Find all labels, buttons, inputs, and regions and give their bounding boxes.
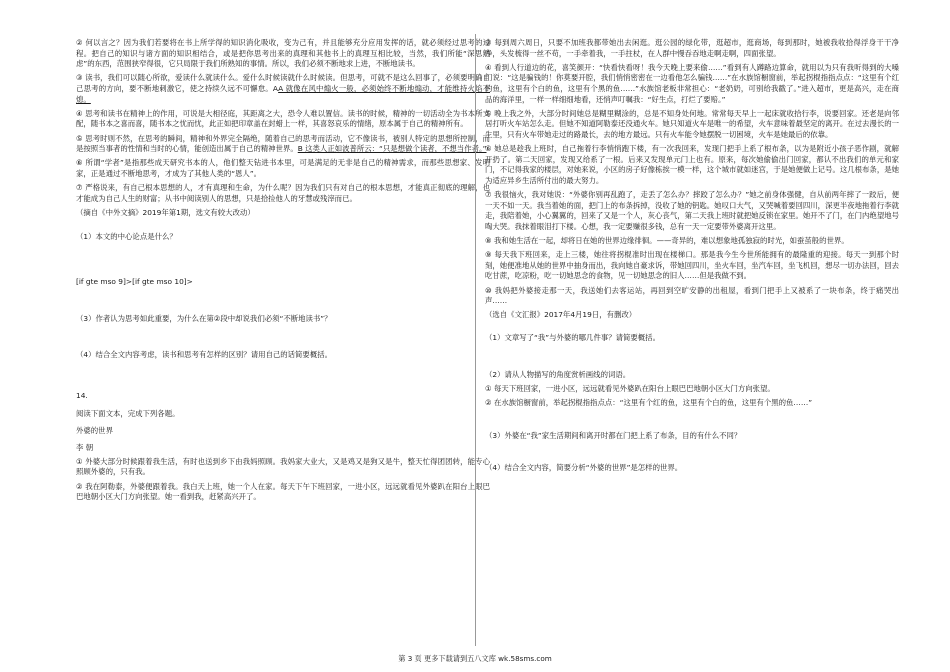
story-paragraph-1: ① 外婆大部分时候跟着我生活，有时也送到乡下由我妈照顾。我妈家大业大，又是鸡又是狗又是牛，整天忙得团团转，能专心照顾外婆的，只有我。 — [76, 456, 490, 477]
paragraph-6: ⑥ 所谓“学者”是指那些成天研究书本的人，他们整天钻进书本里，可是满足的无非是自己的精神需求，而那些思想家、发明家，正是通过不断地思考，才成为了其他人类的“恩人”。 — [76, 158, 490, 178]
paragraph-3-text: ③ 读书，我们可以随心所欲，爱读什么就读什么。爱什么时候读就什么时候读。但思考，可就不是这么回事了，必须要明确自己思考的方向，要不断地刺激它，使之持续久远不可懈怠。A — [76, 73, 490, 93]
story-paragraph-6: ⑥ 她总是趁我上班时，自己拖着行李悄悄跑下楼，有一次我回来，发现门把手上系了根布条，以为是附近小孩子恶作剧，就解开扔了。第二天回家，发现又给系了一根。后来又发现单元门上也有。原来，每次她偷偷出门回家，都认不出我们的单元和家门，不记得我家的楼层，对她来说，小区的房子好像栋挨一模一样，这个城市就如迷宫，于是她便做上记号。这几根布条，是她为适应异乡生活所付出的最大努力。 — [485, 144, 899, 185]
underlined-sentence-a: A 就像在风中煽火一般，必须始终不断地煽动，才能维持火焰不熄。 — [76, 83, 490, 104]
story-paragraph-3: ③ 每到周六周日，只要不加班我都带她出去闲逛。逛公园的绿化带，逛超市，逛商场，每到那时，她被我收拾得浮身干干净净，头发梳得一丝不苟，一手牵着我，一手拄杖，在人群中慢吞吞地走啊走啊，四面张望。 — [485, 38, 899, 58]
story-paragraph-7: ⑦ 我很恼火，我对她说：“外婆你别再乱跑了，走丢了怎么办？摔跤了怎么办？”她之前身体强健，自从前两年摔了一跤后，便一天不如一天。我当着她的面，把门上的布条拆掉，没收了她的钥匙。她叹口大气，又哭喊着要回四川，深更半夜地拖着行李就走，我陪着她，小心翼翼的，回来了又是一个人，灰心丧气，第二天我上班时就把她反锁在家里。她开不了门，在门内绝望地号啕大哭。我抹着眼泪打下楼。心想，我一定要赚很多钱，总有一天一定要带外婆离开这里。 — [485, 190, 899, 231]
source-note: （摘自《中外文摘》2019年第1期，选文有较大改动） — [76, 207, 255, 217]
question-number: 14. — [76, 390, 88, 400]
mso-placeholder: [if gte mso 9]>[if gte mso 10]> — [76, 277, 193, 287]
article-author: 李 朝 — [76, 442, 94, 452]
column-divider — [475, 34, 476, 646]
story-paragraph-4: ④ 看到人行道边的花，喜笑颜开：“快看快看呀！我今天晚上要来偷……”看到有人蹲路边算命，就用以为只有我听得到的大嗓门说：“这是骗钱的！你莫要开腔，我们悄悄密密在一边看他怎么骗钱……”在水族馆橱窗前，举起拐棍指指点点：“这里有个红的鱼，这里有个白的鱼，这里有个黑的鱼……”水族馆老板非常担心：“老奶奶，可别给我戳了。”进入超市，更是高兴，走在商品的海洋里，一样一样细细地看，还悄声叮嘱我：“好生点，打烂了要赔。” — [485, 62, 899, 104]
story-paragraph-9: ⑨ 每天我下班回来，走上三楼，她往将拐棍准时出现在楼梯口。那是我今生今世所能拥有的最隆重的迎接。每天一到那个时刻，她便准地从她的世界中抽身而出，我向她自豪求诉，带她回四川，坐火车回，坐汽车回，坐飞机回，想尽一切办法回，回去吃甘蔗，吃凉粉，吃一切她思念的食物，见一切她思念的旧人……但是我做不到。 — [485, 250, 899, 281]
story-paragraph-2: ② 我在阿勒泰，外婆便跟着我。我白天上班，她一个人在家。每天下午下班回家，一进小区，远远就看见外婆趴在阳台上眼巴巴地朝小区大门方向张望。她一看到我，赶紧高兴开了。 — [76, 481, 490, 502]
underlined-sentence-b: B 这类人正如波普所云：“只是想做个读者，不想当作者。” — [297, 144, 487, 154]
paragraph-7: ⑦ 严格说来，有自己根本思想的人，才有真理和生命，为什么呢？因为我们只有对自己的根本思想，才能真正彻底的理解，也才能成为自己人生的财富；从书中阅读别人的思想，只是拾捡他人的牙慧或残滓而已。 — [76, 183, 490, 203]
story-paragraph-5: ⑤ 晚上我之外，大部分时间她总是糊里糊涂的，总是不知身处何地。常常每天早上一起床就收拾行李，说要回家。还老是向邻居打听火车站怎么走。但她不知道阿勒泰还没通火车。她只知道火车是唯一的希望，火车意味着最坚定的离开。在过去漫长的一生里，只有火车带她走过的路最长，去的地方最远。只有火车能令她摆脱一切困境，火车是她最后的依靠。 — [485, 108, 899, 139]
paragraph-2: ② 何以言之？因为我们若要将在书上所学得的知识消化吸收，变为己有，并且能够充分应用发挥的话，就必须经过思考的过程。把自己的知识与诸方面的知识相结合，或是把你思考出来的真理和其他书上的真理互相比较，当然，我们所能“深思熟虑”的东西，范围狭窄得很，它只局限于我们所熟知的事情。所以，我们必须不断地求上进，不断地读书。 — [76, 38, 490, 69]
left-column — [76, 38, 490, 506]
right-column — [485, 38, 899, 477]
page-footer: 第 3 页 更多下载请到五八文库 wk.58sms.com — [398, 654, 552, 663]
paragraph-5-text: ⑤ 思考时则不然，在思考的瞬间，精神和外界完全隔绝，随着自己的思考而活动，它不像读书，被别人特定的思想所控制，而是按照当事者的性情和当时的心情，能创造出属于自己的精神世界。 — [76, 133, 490, 154]
story-question-2b: ② 在水族馆橱窗前，举起拐棍指指点点：“这里有个红的鱼，这里有个白的鱼，这里有个黑的鱼……” — [485, 397, 813, 407]
story-paragraph-8: ⑧ 我和她生活在一起，却将日在她的世界边缘徘徊。——奇异的，难以想象地孤独寂的时光，如蚕茧般的世界。 — [485, 236, 849, 246]
story-question-2a: ① 每天下班回家，一进小区，远远就看见外婆趴在阳台上眼巴巴地朝小区大门方向张望。 — [485, 383, 775, 393]
story-paragraph-10: ⑩ 我妈把外婆接走那一天，我送她们去客运站，再回到空旷安静的出租屋，看到门把手上又被系了一块布条，终于痛哭出声…… — [485, 285, 899, 306]
paragraph-4: ④ 思考和读书在精神上的作用，可说是大相径庭，其距离之大，恐令人难以置信。读书的时候，精神的一切活动全为书本所支配，随书本之喜而喜，随书本之忧而忧，此正如把印章盖在封蜡上一样，其喜怒哀乐的情绪，原本属于自己的精神所有。 — [76, 108, 490, 129]
story-question-3: （3）外婆在“我”家生活期间和离开时都在门把上系了布条，目的有什么不同？ — [485, 430, 742, 440]
paragraph-3 — [76, 73, 490, 105]
story-question-2: （2）请从人物描写的角度赏析画线的词语。 — [485, 369, 631, 379]
paragraph-5 — [76, 134, 490, 155]
story-question-1: （1）文章写了“我”与外婆的哪几件事？请简要概括。 — [485, 333, 660, 342]
question-4: （4）结合全文内容考虑，读书和思考有怎样的区别？请用自己的话简要概括。 — [76, 350, 332, 360]
story-question-4: （4）结合全文内容，简要分析“外婆的世界”是怎样的世界。 — [485, 463, 683, 473]
question-3: （3）作者认为思考如此重要，为什么在第②段中却说我们必须“不断地读书”？ — [76, 313, 332, 323]
instruction: 阅读下面文本，完成下列各题。 — [76, 409, 180, 419]
question-1: （1）本文的中心论点是什么？ — [76, 232, 177, 242]
article-title: 外婆的世界 — [76, 426, 113, 436]
story-source-note: （选自《文汇报》2017年4月19日，有删改） — [485, 310, 637, 320]
